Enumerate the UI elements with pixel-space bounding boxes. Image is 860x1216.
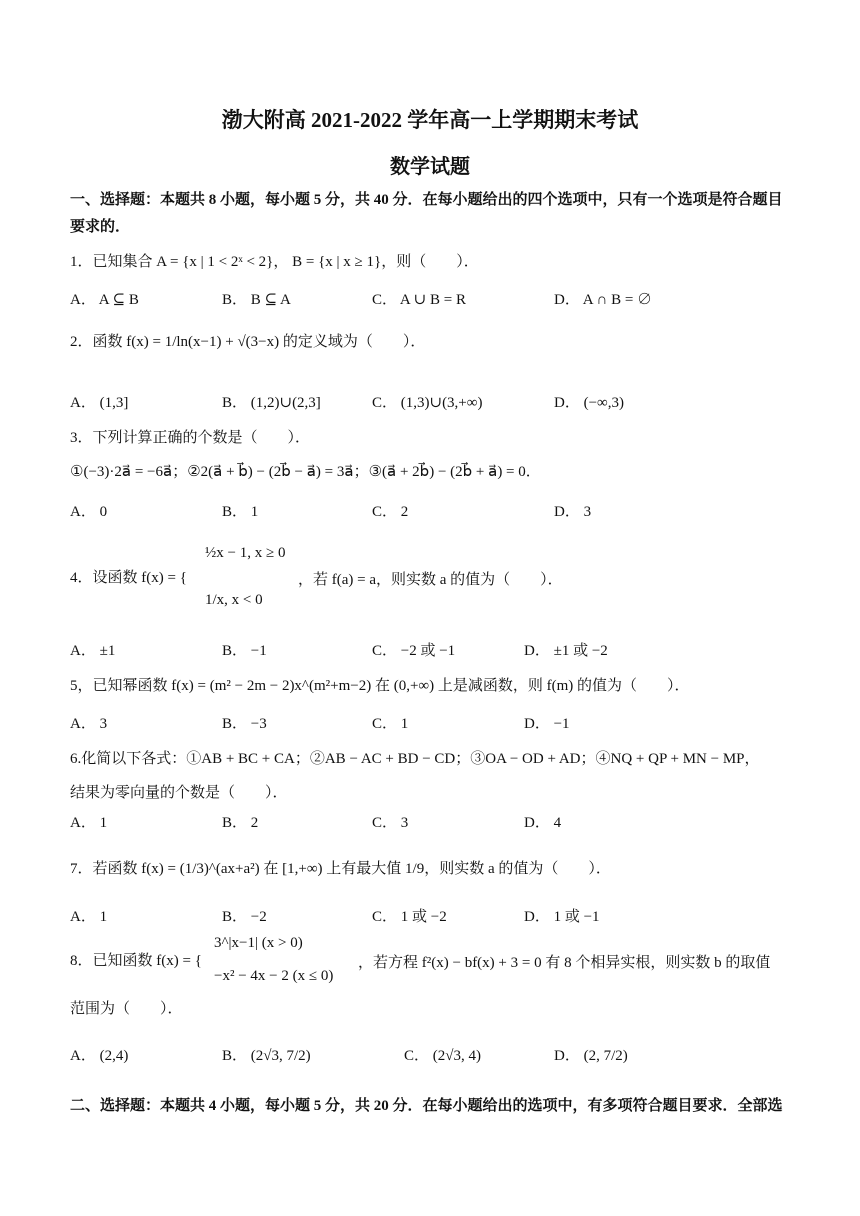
question-4-option-d: D． ±1 或 −2 xyxy=(524,643,608,659)
question-6-option-c: C． 3 xyxy=(372,815,409,831)
question-7-option-c: C． 1 或 −2 xyxy=(372,909,447,925)
question-7-option-d: D． 1 或 −1 xyxy=(524,909,600,925)
question-6-option-a: A． 1 xyxy=(70,815,108,831)
question-4-stem-start: 4．设函数 f(x) = { xyxy=(70,570,187,586)
question-3-stem: 3．下列计算正确的个数是（ ）． xyxy=(70,430,311,446)
question-4-piece-2: 1/x, x < 0 xyxy=(205,592,263,608)
question-3-statements: ①(−3)·2a⃗ = −6a⃗；②2(a⃗ + b⃗) − (2b⃗ − a⃗) = 3a⃗；③(a⃗ + 2b⃗) − (2b⃗ + a⃗) = 0． xyxy=(70,464,541,480)
question-8-option-d: D． (2, 7/2) xyxy=(554,1048,628,1064)
question-1-option-b: B． B ⊆ A xyxy=(222,292,291,308)
question-6-option-d: D． 4 xyxy=(524,815,562,831)
question-8-option-a: A． (2,4) xyxy=(70,1048,129,1064)
question-2-option-b: B． (1,2)∪(2,3] xyxy=(222,395,321,411)
question-3-option-c: C． 2 xyxy=(372,504,409,520)
question-7-option-b: B． −2 xyxy=(222,909,267,925)
question-5-option-c: C． 1 xyxy=(372,716,409,732)
question-6-stem: 6.化简以下各式：①AB + BC + CA；②AB − AC + BD − CD；③OA − OD + AD；④NQ + QP + MN − MP， xyxy=(70,751,760,767)
section1-heading: 一、选择题：本题共 8 小题，每小题 5 分，共 40 分．在每小题给出的四个选项中，只有一个选项是符合题目 xyxy=(70,192,783,208)
question-2-stem: 2．函数 f(x) = 1/ln(x−1) + √(3−x) 的定义域为（ ）． xyxy=(70,334,426,350)
question-8-piece-2: −x² − 4x − 2 (x ≤ 0) xyxy=(214,968,334,984)
question-1-option-c: C． A ∪ B = R xyxy=(372,292,466,308)
question-2-option-d: D． (−∞,3) xyxy=(554,395,624,411)
question-1-option-a: A． A ⊆ B xyxy=(70,292,139,308)
question-4-piece-1: ½x − 1, x ≥ 0 xyxy=(205,545,286,561)
question-8-stem-end: ，若方程 f²(x) − bf(x) + 3 = 0 有 8 个相异实根，则实数 b 的取值 xyxy=(358,955,771,971)
question-3-option-a: A． 0 xyxy=(70,504,108,520)
section1-heading-cont: 要求的． xyxy=(70,219,131,235)
question-1-option-d: D． A ∩ B = ∅ xyxy=(554,292,653,308)
question-5-option-b: B． −3 xyxy=(222,716,267,732)
question-6-stem-cont: 结果为零向量的个数是（ ）． xyxy=(70,785,288,801)
question-4-option-a: A． ±1 xyxy=(70,643,116,659)
question-6-option-b: B． 2 xyxy=(222,815,259,831)
question-8-stem-start: 8．已知函数 f(x) = { xyxy=(70,953,202,969)
question-4-stem-end: ，若 f(a) = a，则实数 a 的值为（ ）． xyxy=(298,572,563,588)
question-8-piece-1: 3^|x−1| (x > 0) xyxy=(214,935,303,951)
question-4-option-b: B． −1 xyxy=(222,643,267,659)
question-2-option-c: C． (1,3)∪(3,+∞) xyxy=(372,395,483,411)
question-8-option-b: B． (2√3, 7/2) xyxy=(222,1048,311,1064)
question-3-option-b: B． 1 xyxy=(222,504,259,520)
question-8-option-c: C． (2√3, 4) xyxy=(404,1048,481,1064)
question-2-option-a: A． (1,3] xyxy=(70,395,129,411)
exam-title: 渤大附高 2021-2022 学年高一上学期期末考试 xyxy=(221,108,639,132)
question-7-stem: 7．若函数 f(x) = (1/3)^(ax+a²) 在 [1,+∞) 上有最大值 1/9，则实数 a 的值为（ ）． xyxy=(70,861,611,877)
question-5-option-a: A． 3 xyxy=(70,716,108,732)
section2-heading: 二、选择题：本题共 4 小题，每小题 5 分，共 20 分．在每小题给出的选项中，有多项符合题目要求．全部选 xyxy=(70,1098,783,1114)
question-8-stem-cont: 范围为（ ）． xyxy=(70,1001,183,1017)
question-5-stem: 5，已知幂函数 f(x) = (m² − 2m − 2)x^(m²+m−2) 在 (0,+∞) 上是减函数，则 f(m) 的值为（ ）． xyxy=(70,678,690,694)
question-5-option-d: D． −1 xyxy=(524,716,570,732)
question-1-stem: 1．已知集合 A = {x | 1 < 2ˣ < 2}， B = {x | x ≥ 1}，则（ ）． xyxy=(70,254,479,270)
question-4-option-c: C． −2 或 −1 xyxy=(372,643,456,659)
question-3-option-d: D． 3 xyxy=(554,504,592,520)
exam-subtitle: 数学试题 xyxy=(390,156,470,178)
question-7-option-a: A． 1 xyxy=(70,909,108,925)
